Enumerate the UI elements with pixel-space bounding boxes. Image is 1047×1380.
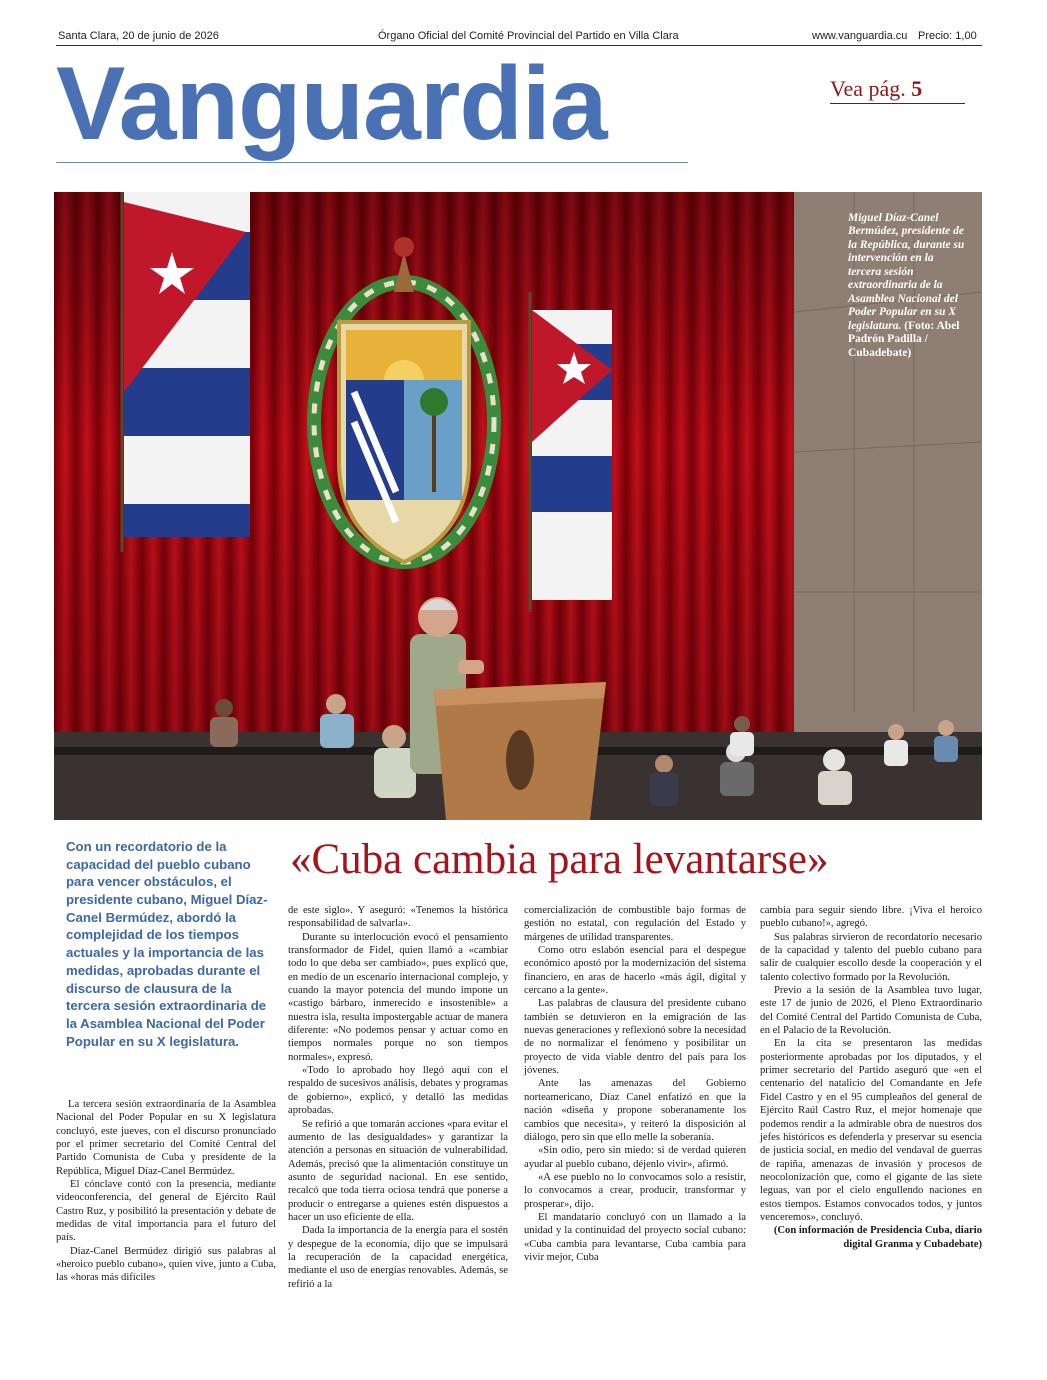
cuban-flag-right <box>530 292 612 612</box>
see-page-label: Vea pág. <box>830 76 906 101</box>
article-credits: (Con información de Presidencia Cuba, diario digital Granma y Cubadebate) <box>773 1225 982 1250</box>
paragraph: Díaz-Canel Bermúdez dirigió sus palabras al «heroico pueblo cubano», quien vive, junto a Cuba, las «horas más difíciles <box>56 1245 276 1284</box>
photo-caption <box>848 212 968 360</box>
paragraph: La tercera sesión extraordinaria de la Asamblea Nacional del Poder Popular en su X legislatura concluyó, este jueves, con el discurso pronunciado por el primer secretario del Comité Central del Partido Comunista de Cuba y presidente de la República, Miguel Díaz-Canel Bermúdez. <box>56 1099 276 1177</box>
article-headline: «Cuba cambia para levantarse» <box>290 836 829 883</box>
photo-credit: (Foto: Abel Padrón Padilla / Cubadebate) <box>848 319 960 359</box>
paragraph: «A ese pueblo no lo convocamos solo a resistir, lo convocamos a crear, producir, transformar y prosperar», dijo. <box>524 1171 746 1210</box>
see-page-rule <box>830 103 965 104</box>
paragraph: Se refirió a que tomarán acciones «para evitar el aumento de las desigualdades» y garantizar la atención a personas en situación de vulnerabilidad. Además, precisó que la alimentación constituye un asunto de seguridad nacional. En ese sentido, recalcó que toda tierra ociosa tendrá que ponerse a producir o entregarse a quienes estén dispuestos a hacer un uso eficiente de ella. <box>288 1118 508 1223</box>
article-column-3 <box>524 904 746 1264</box>
cuban-flag-left <box>122 192 250 552</box>
issue-date: Santa Clara, 20 de junio de 2026 <box>58 30 219 42</box>
see-page-number: 5 <box>911 76 923 101</box>
main-photo <box>54 192 982 820</box>
paragraph: El cónclave contó con la presencia, mediante videoconferencia, del general de Ejército Raúl Castro Ruz, y posibilitó la presentación y debate de medidas de vital importancia para el futuro del país. <box>56 1179 276 1244</box>
paragraph: Sus palabras sirvieron de recordatorio necesario de la capacidad y talento del pueblo cubano para salir de cualquier escollo desde la cooperación y el talento colectivo formado por la Revolución. <box>760 931 982 983</box>
article-lede: Con un recordatorio de la capacidad del pueblo cubano para vencer obstáculos, el presidente cubano, Miguel Díaz-Canel Bermúdez, abordó la complejidad de los tiempos actuales y la importancia de las medidas, aprobadas durante el discurso de clausura de la tercera sesión extraordinaria de la Asamblea Nacional del Poder Popular en su X legislatura. <box>66 839 268 1049</box>
paragraph: «Sin odio, pero sin miedo: si de verdad quieren ayudar al pueblo cubano, déjenlo vivir», afirmó. <box>524 1145 746 1170</box>
website-link[interactable]: www.vanguardia.cu <box>812 30 908 42</box>
paragraph: Durante su interlocución evocó el pensamiento transformador de Fidel, quien llamó a «cambiar todo lo que deba ser cambiado», pues explicó que, en medio de un escenario internacional complejo, y cuando la mayor potencia del mundo impone un «castigo bárbaro, inmerecido e insostenible» a nuestra isla, resulta impostergable actuar de manera diferente: «No podemos pensar y actuar como en tiempos normales porque no son tiempos normales», expresó. <box>288 931 508 1063</box>
paragraph: comercialización de combustible bajo formas de gestión no estatal, con regulación del Estado y márgenes de utilidad transparentes. <box>524 905 746 943</box>
see-page-link[interactable] <box>830 76 965 102</box>
paragraph: «Todo lo aprobado hoy llegó aquí con el respaldo de sucesivos análisis, debates y programas de gobierno», explicó, y detalló las medidas aprobadas. <box>288 1065 508 1117</box>
paragraph: cambia para seguir siendo libre. ¡Viva el heroico pueblo cubano!», agregó. <box>760 905 982 930</box>
paragraph: Previo a la sesión de la Asamblea tuvo lugar, este 17 de junio de 2026, el Pleno Extraordinario del Comité Central del Partido Comunista de Cuba, en el Palacio de la Revolución. <box>760 985 982 1037</box>
photo-caption-text: Miguel Díaz-Canel Bermúdez, presidente de la República, durante su intervención en la tercera sesión extraordinaria de la Asamblea Nacional del Poder Popular en su X legislatura. <box>848 212 965 332</box>
paragraph: de este siglo». Y aseguró: «Tenemos la histórica responsabilidad de salvarla». <box>288 905 508 930</box>
paragraph: Ante las amenazas del Gobierno norteamericano, Díaz Canel enfatizó en que la nación «diseña y propone soberanamente los cambios que necesita», y reiteró la disposición al diálogo, pero sin que ello melle la soberanía. <box>524 1078 746 1143</box>
price-label: Precio: 1,00 <box>918 30 977 42</box>
paragraph: En la cita se presentaron las medidas posteriormente aprobadas por los diputados, y el primer secretario del Partido aseguró que «en el centenario del natalicio del Comandante en Jefe Fidel Castro y en el 95 cumpleaños del general de Ejército Raúl Castro Ruz, el mejor homenaje que podemos rendir a la admirable obra de nuestros dos jefes históricos es defenderla y preservar su esencia de justicia social, en medio del vendaval de guerras de rapiña, amenazas de invasión y procesos de neocolonización que, como el gigante de las siete leguas, van por el cielo engullendo naciones en estos tiempos. Estamos convocados todos, y juntos venceremos», concluyó. <box>760 1038 982 1223</box>
masthead-rule <box>56 162 688 163</box>
podium <box>434 682 606 820</box>
paragraph: Dada la importancia de la energía para el sostén y despegue de la economía, dijo que se impulsará la recuperación de la capacidad energética, mediante el uso de energías renovables. Además, se refirió a la <box>288 1225 508 1290</box>
paragraph: Las palabras de clausura del presidente cubano también se detuvieron en la emigración de las nuevas generaciones y reflexionó sobre la necesidad de no normalizar el fenómeno y posibilitar un proyecto de vida viable dentro del país para los jóvenes. <box>524 998 746 1077</box>
article-column-4 <box>760 904 982 1251</box>
paragraph: El mandatario concluyó con un llamado a la unidad y la continuidad del proyecto social cubano: «Cuba cambia para levantarse, Cuba cambia para vivir mejor, Cuba <box>524 1211 746 1263</box>
article-column-2 <box>288 904 508 1291</box>
paragraph: Como otro eslabón esencial para el despegue económico apostó por la modernización del sistema financiero, en aras de hacerlo «más ágil, digital y cercano a la gente». <box>524 945 746 997</box>
assembly-photo <box>54 192 982 820</box>
organ-label: Órgano Oficial del Comité Provincial del Partido en Villa Clara <box>378 30 679 42</box>
article-column-1 <box>56 1098 276 1285</box>
masthead-logo: Vanguardia <box>56 46 607 162</box>
